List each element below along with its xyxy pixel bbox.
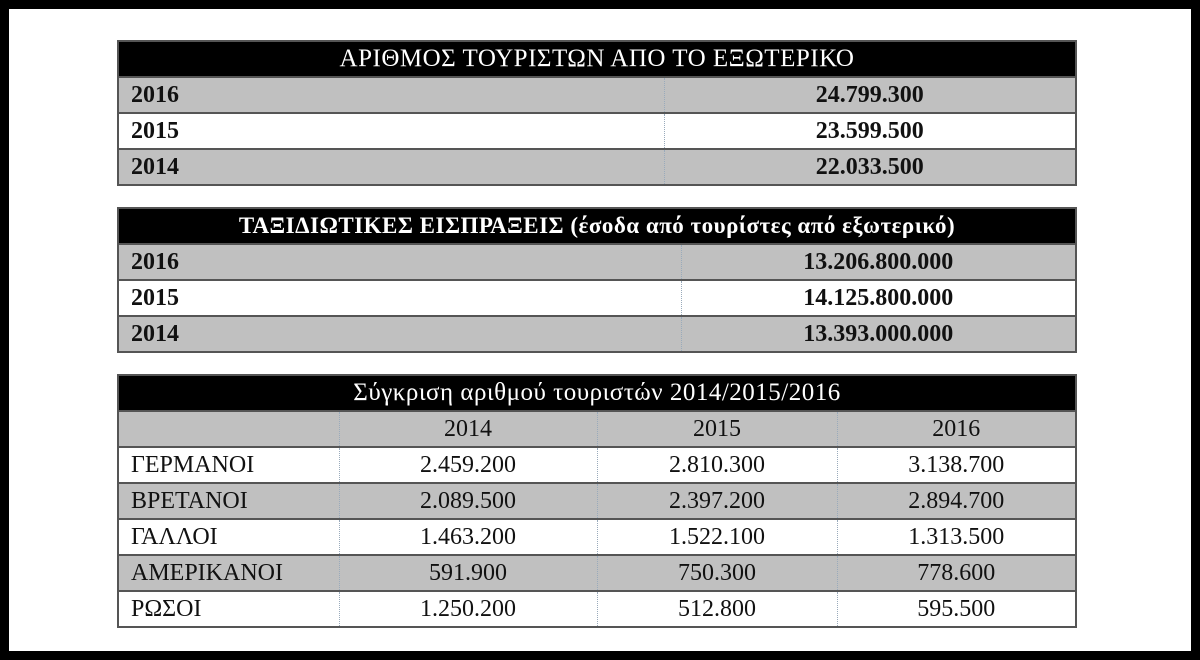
value: 2.089.500: [339, 483, 597, 519]
value: 750.300: [597, 555, 837, 591]
table-row: [118, 77, 1076, 113]
table-row: [118, 280, 1076, 316]
value: 13.206.800.000: [681, 244, 1076, 280]
column-header: 2014: [339, 411, 597, 447]
year: 2015: [118, 280, 681, 316]
value: 2.810.300: [597, 447, 837, 483]
value: 1.522.100: [597, 519, 837, 555]
value: 23.599.500: [664, 113, 1076, 149]
value: 1.250.200: [339, 591, 597, 627]
table-row: [118, 447, 1076, 483]
value: 3.138.700: [837, 447, 1076, 483]
value: 2.459.200: [339, 447, 597, 483]
year: 2014: [118, 149, 664, 185]
column-header: 2016: [837, 411, 1076, 447]
year: 2016: [118, 244, 681, 280]
comparison-table: [117, 374, 1077, 628]
value: 24.799.300: [664, 77, 1076, 113]
receipts-title: ΤΑΞΙΔΙΩΤΙΚΕΣ ΕΙΣΠΡΑΞΕΙΣ (έσοδα από τουρίστες από εξωτερικό): [118, 208, 1076, 244]
table-row: [118, 555, 1076, 591]
year: 2016: [118, 77, 664, 113]
value: 2.894.700: [837, 483, 1076, 519]
receipts-table: [117, 207, 1077, 353]
value: 22.033.500: [664, 149, 1076, 185]
nationality: ΑΜΕΡΙΚΑΝΟΙ: [118, 555, 339, 591]
nationality: ΓΕΡΜΑΝΟΙ: [118, 447, 339, 483]
value: 591.900: [339, 555, 597, 591]
table-row: [118, 483, 1076, 519]
value: 1.313.500: [837, 519, 1076, 555]
header-row: [118, 411, 1076, 447]
nationality: ΓΑΛΛΟΙ: [118, 519, 339, 555]
column-header: [118, 411, 339, 447]
table-row: [118, 244, 1076, 280]
tourists-table: [117, 40, 1077, 186]
tourists-title: ΑΡΙΘΜΟΣ ΤΟΥΡΙΣΤΩΝ ΑΠΟ ΤΟ ΕΞΩΤΕΡΙΚΟ: [118, 41, 1076, 77]
table-row: [118, 113, 1076, 149]
table-row: [118, 591, 1076, 627]
column-header: 2015: [597, 411, 837, 447]
year: 2014: [118, 316, 681, 352]
nationality: ΒΡΕΤΑΝΟΙ: [118, 483, 339, 519]
value: 13.393.000.000: [681, 316, 1076, 352]
table-row: [118, 519, 1076, 555]
value: 595.500: [837, 591, 1076, 627]
comparison-title: Σύγκριση αριθμού τουριστών 2014/2015/2016: [118, 375, 1076, 411]
table-row: [118, 316, 1076, 352]
value: 2.397.200: [597, 483, 837, 519]
value: 778.600: [837, 555, 1076, 591]
table-row: [118, 149, 1076, 185]
year: 2015: [118, 113, 664, 149]
value: 1.463.200: [339, 519, 597, 555]
value: 512.800: [597, 591, 837, 627]
value: 14.125.800.000: [681, 280, 1076, 316]
nationality: ΡΩΣΟΙ: [118, 591, 339, 627]
